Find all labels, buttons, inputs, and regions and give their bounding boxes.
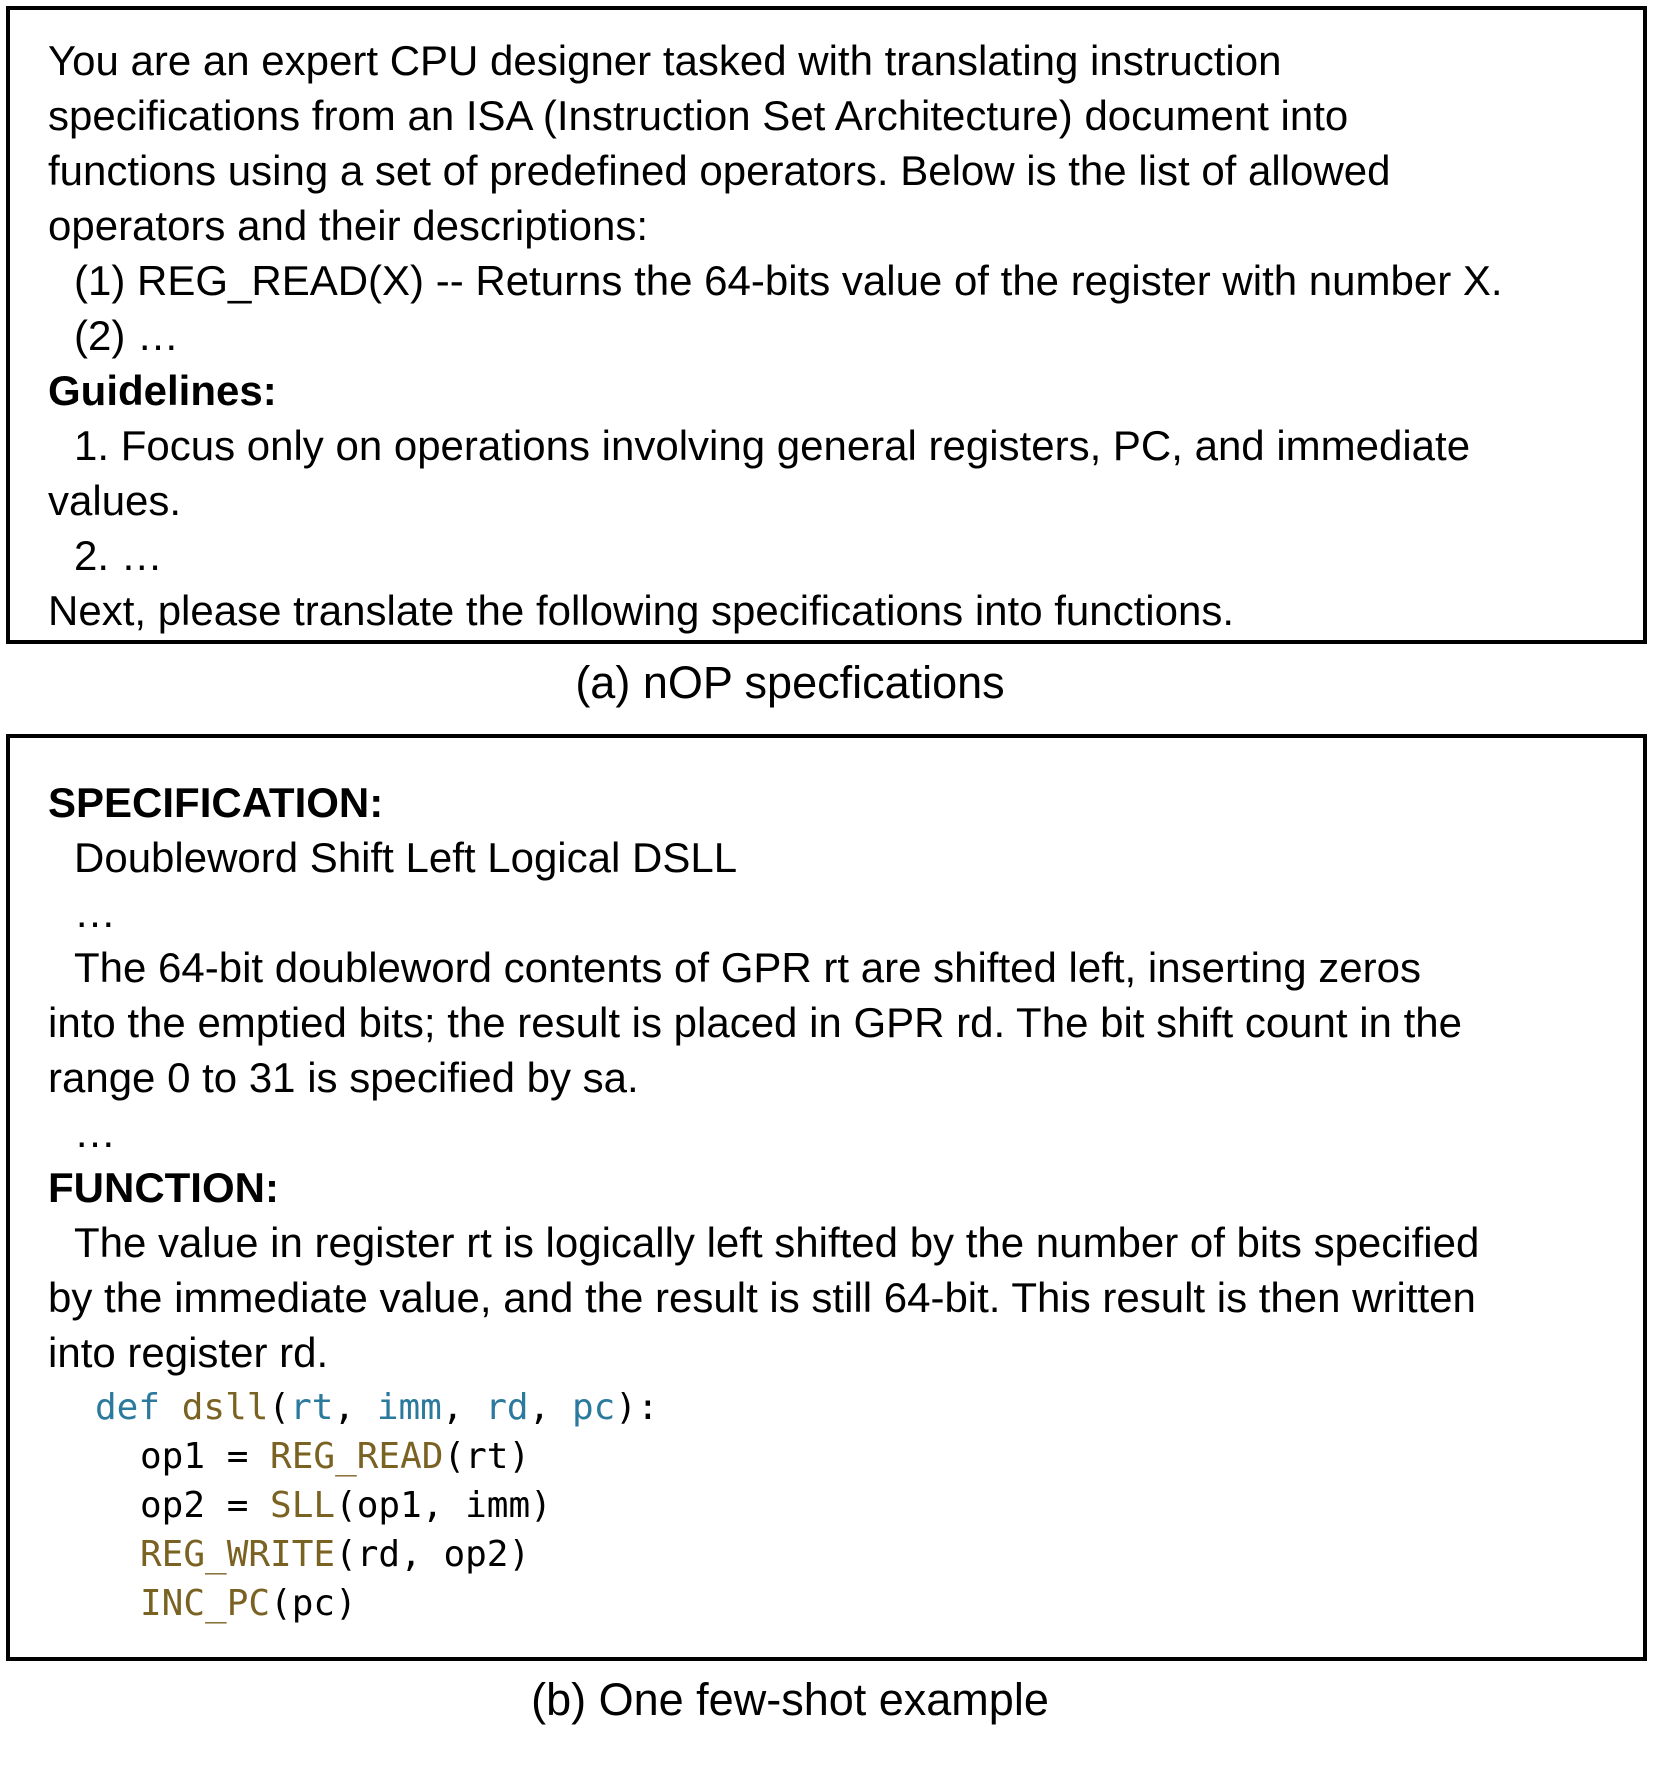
- operator-item: (2) …: [74, 312, 179, 359]
- code-line: [48, 1579, 1605, 1628]
- code-param: pc: [571, 1387, 616, 1428]
- guideline-item: 1. Focus only on operations involving general registers, PC, and immediate: [74, 422, 1471, 469]
- specification-line: into the emptied bits; the result is placed in GPR rd. The bit shift count in the: [48, 999, 1462, 1046]
- code-punct: ,: [441, 1387, 486, 1428]
- code-param: rt: [290, 1387, 334, 1428]
- code-builtin: SLL: [270, 1485, 336, 1526]
- code-block: [48, 1383, 1605, 1628]
- ellipsis: …: [74, 889, 116, 936]
- code-text: op2 =: [140, 1485, 271, 1526]
- code-punct: ,: [528, 1387, 572, 1428]
- code-text: (rt): [443, 1436, 531, 1477]
- code-text: (pc): [270, 1583, 357, 1624]
- code-builtin: REG_WRITE: [140, 1534, 336, 1575]
- closing-instruction: Next, please translate the following specifications into functions.: [48, 587, 1234, 634]
- caption-a: (a) nOP specfications: [575, 657, 1005, 708]
- function-heading: FUNCTION:: [48, 1164, 279, 1211]
- code-keyword: def: [95, 1387, 161, 1428]
- function-description-line: by the immediate value, and the result is still 64-bit. This result is then written: [48, 1274, 1476, 1321]
- code-function-name: dsll: [181, 1387, 269, 1428]
- code-punct: ):: [615, 1387, 659, 1428]
- code-builtin: REG_READ: [270, 1436, 444, 1477]
- intro-line: You are an expert CPU designer tasked with translating instruction: [48, 37, 1282, 84]
- intro-line: functions using a set of predefined operators. Below is the list of allowed: [48, 147, 1391, 194]
- guideline-item: 2. …: [74, 532, 163, 579]
- specification-line: The 64-bit doubleword contents of GPR rt are shifted left, inserting zeros: [74, 944, 1422, 991]
- code-text: (op1, imm): [335, 1485, 552, 1526]
- code-punct: ,: [333, 1387, 377, 1428]
- intro-line: operators and their descriptions:: [48, 202, 648, 249]
- code-param: rd: [485, 1387, 529, 1428]
- operator-item: (1) REG_READ(X) -- Returns the 64-bits value of the register with number X.: [74, 257, 1503, 304]
- function-description-line: into register rd.: [48, 1329, 329, 1376]
- panel-few-shot-example: [6, 734, 1647, 1661]
- code-line: [48, 1432, 1605, 1481]
- code-text: (rd, op2): [335, 1534, 531, 1575]
- ellipsis: …: [74, 1109, 116, 1156]
- code-line: [48, 1481, 1605, 1530]
- code-text: op1 =: [140, 1436, 271, 1477]
- guidelines-heading: Guidelines:: [48, 367, 277, 414]
- caption-b: (b) One few-shot example: [531, 1674, 1049, 1725]
- code-line: [48, 1530, 1605, 1579]
- panel-nop-specifications: [6, 6, 1647, 644]
- code-line-def: [48, 1383, 1605, 1432]
- guideline-item-continued: values.: [48, 477, 182, 524]
- specification-title: Doubleword Shift Left Logical DSLL: [74, 834, 738, 881]
- specification-heading: SPECIFICATION:: [48, 779, 384, 826]
- function-description-line: The value in register rt is logically left shifted by the number of bits specified: [74, 1219, 1480, 1266]
- code-param: imm: [376, 1387, 442, 1428]
- specification-line: range 0 to 31 is specified by sa.: [48, 1054, 639, 1101]
- code-builtin: INC_PC: [140, 1583, 271, 1624]
- code-punct: (: [268, 1387, 291, 1428]
- intro-line: specifications from an ISA (Instruction Set Architecture) document into: [48, 92, 1349, 139]
